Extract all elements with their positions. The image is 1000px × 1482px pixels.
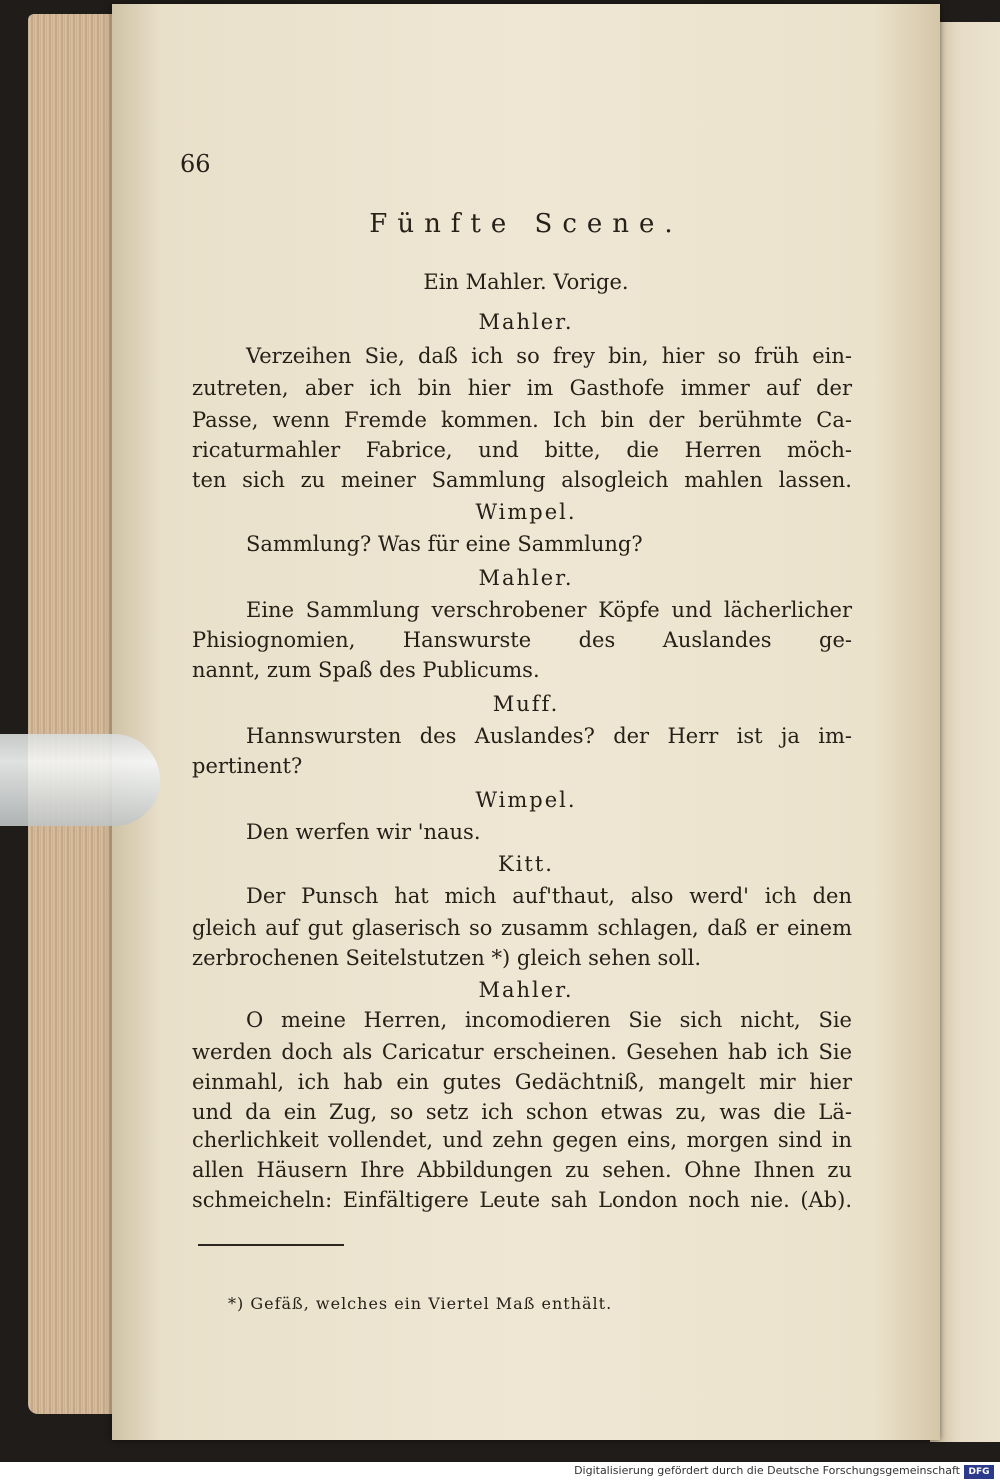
text-line: cherlichkeit vollendet, und zehn gegen eins, morgen sind in bbox=[192, 1128, 852, 1152]
text-line: Passe, wenn Fremde kommen. Ich bin der berühmte Ca- bbox=[192, 408, 852, 432]
speaker-muff: Muff. bbox=[492, 692, 560, 716]
text-line: Sammlung? Was für eine Sammlung? bbox=[246, 532, 643, 556]
scene-title: Fünfte Scene. bbox=[369, 209, 683, 239]
text-line: Phisiognomien, Hanswurste des Auslandes ge- bbox=[192, 628, 852, 652]
text-line: ricaturmahler Fabrice, und bitte, die Herren möch- bbox=[192, 438, 852, 462]
stage-direction: Ein Mahler. Vorige. bbox=[423, 270, 629, 294]
text-line: ten sich zu meiner Sammlung alsogleich mahlen lassen. bbox=[192, 468, 852, 492]
footer-credit: Digitalisierung gefördert durch die Deutsche Forschungsgemeinschaft bbox=[574, 1464, 960, 1477]
text-line: Eine Sammlung verschrobener Köpfe und lächerlicher bbox=[246, 598, 852, 622]
speaker-mahler: Mahler. bbox=[478, 566, 574, 590]
speaker-wimpel: Wimpel. bbox=[475, 788, 577, 812]
text-line: zerbrochenen Seitelstutzen *) gleich sehen soll. bbox=[192, 946, 702, 970]
text-line: Der Punsch hat mich auf'thaut, also werd' ich den bbox=[246, 884, 852, 908]
speaker-mahler: Mahler. bbox=[478, 310, 574, 334]
footnote: *) Gefäß, welches ein Viertel Maß enthält. bbox=[228, 1294, 613, 1313]
speaker-mahler: Mahler. bbox=[478, 978, 574, 1002]
text-line: allen Häusern Ihre Abbildungen zu sehen. Ohne Ihnen zu bbox=[192, 1158, 852, 1182]
text-line: zutreten, aber ich bin hier im Gasthofe immer auf der bbox=[192, 376, 852, 400]
text-line: werden doch als Caricatur erscheinen. Gesehen hab ich Sie bbox=[192, 1040, 852, 1064]
text-line: einmahl, ich hab ein gutes Gedächtniß, mangelt mir hier bbox=[192, 1070, 852, 1094]
dfg-logo: DFG bbox=[964, 1465, 994, 1479]
text-line: und da ein Zug, so setz ich schon etwas zu, was die Lä- bbox=[192, 1100, 852, 1124]
footnote-rule bbox=[198, 1244, 344, 1246]
page-number: 66 bbox=[180, 150, 211, 178]
text-line: gleich auf gut glaserisch so zusamm schlagen, daß er einem bbox=[192, 916, 852, 940]
text-line: schmeicheln: Einfältigere Leute sah London noch nie. (Ab). bbox=[192, 1188, 852, 1212]
text-line: nannt, zum Spaß des Publicums. bbox=[192, 658, 540, 682]
footer-bar bbox=[0, 1462, 1000, 1482]
text-line: pertinent? bbox=[192, 754, 303, 778]
text-line: O meine Herren, incomodieren Sie sich nicht, Sie bbox=[246, 1008, 852, 1032]
speaker-wimpel: Wimpel. bbox=[475, 500, 577, 524]
text-line: Verzeihen Sie, daß ich so frey bin, hier so früh ein- bbox=[246, 344, 852, 368]
speaker-kitt: Kitt. bbox=[498, 852, 554, 876]
text-line: Hannswursten des Auslandes? der Herr ist ja im- bbox=[246, 724, 852, 748]
text-line: Den werfen wir 'naus. bbox=[246, 820, 481, 844]
